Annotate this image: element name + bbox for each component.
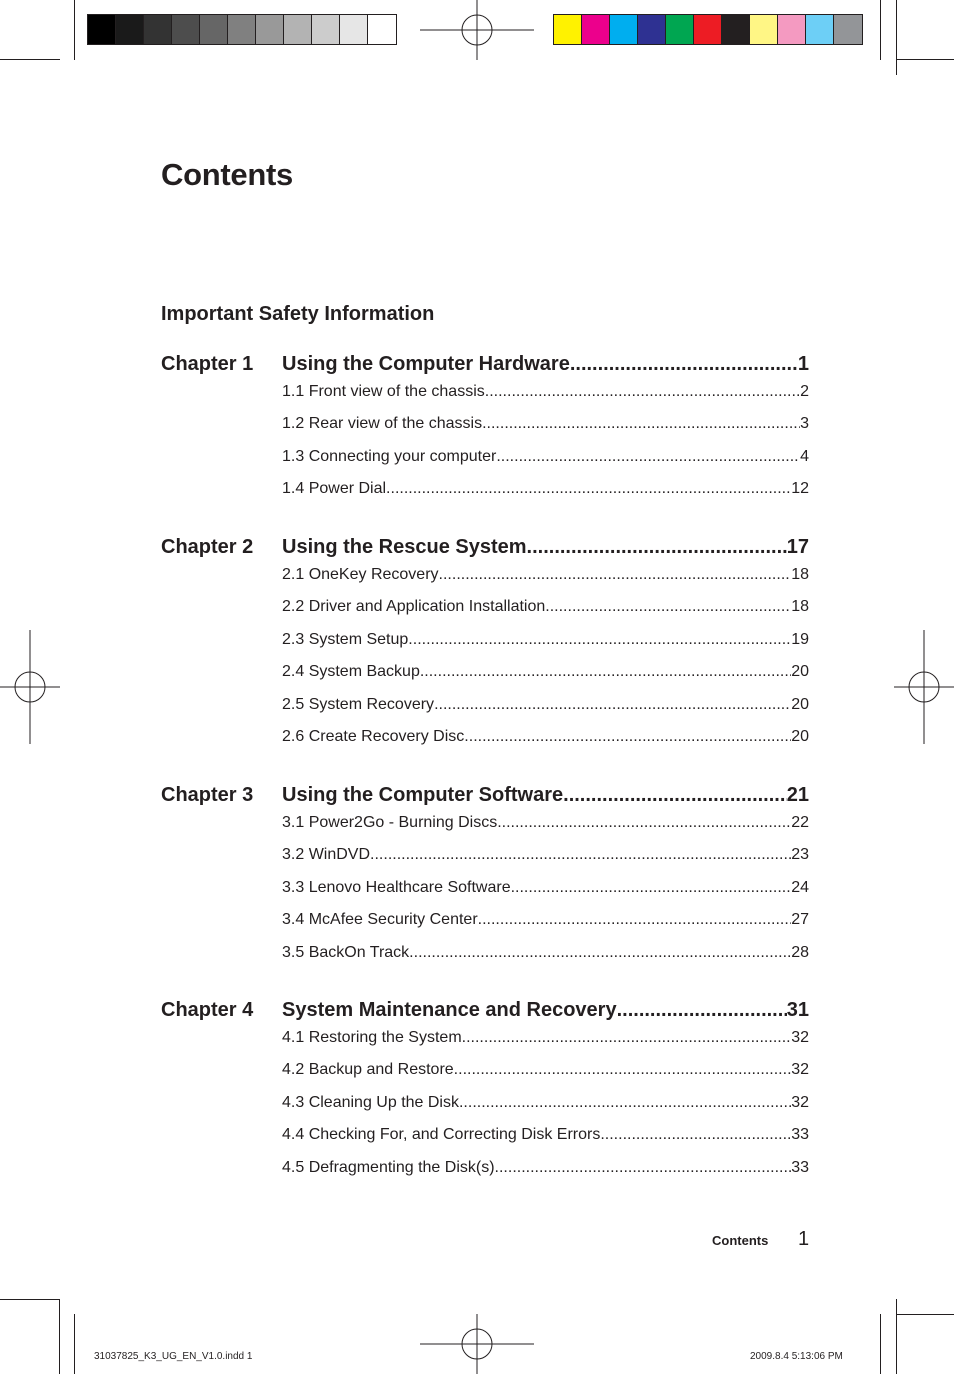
dot-leader	[459, 1094, 791, 1112]
entry-page-number: 32	[791, 1093, 809, 1111]
grayscale-swatch	[256, 15, 284, 44]
entry-page-number: 2	[800, 383, 809, 400]
registration-mark-top	[420, 0, 534, 60]
toc-chapter	[161, 353, 809, 513]
entry-title: 2.2 Driver and Application Installation	[282, 598, 546, 616]
entry-page-number: 19	[791, 630, 809, 648]
entry-title: 1.2 Rear view of the chassis	[282, 415, 483, 433]
process-color-swatch	[610, 15, 638, 44]
slug-filename: 31037825_K3_UG_EN_V1.0.indd 1	[94, 1351, 253, 1362]
dot-leader	[409, 944, 791, 962]
process-color-swatch	[554, 15, 582, 44]
toc-entry[interactable]	[282, 1159, 809, 1191]
dot-leader	[370, 846, 791, 864]
entry-page-number: 28	[791, 943, 809, 961]
entry-page-number: 33	[791, 1158, 809, 1176]
toc-entry[interactable]	[282, 879, 809, 911]
dot-leader	[454, 1061, 792, 1079]
grayscale-swatch	[200, 15, 228, 44]
chapter-page-number: 31	[786, 999, 809, 1021]
entry-page-number: 23	[791, 846, 809, 864]
chapter-title: Using the Computer Software	[282, 784, 564, 806]
chapter-page-number: 17	[786, 536, 809, 558]
entry-page-number: 32	[791, 1029, 809, 1046]
grayscale-swatch	[88, 15, 116, 44]
toc-entry[interactable]	[282, 696, 809, 728]
entry-page-number: 4	[800, 447, 809, 465]
grayscale-color-bar	[87, 14, 397, 45]
dot-leader	[497, 814, 791, 832]
entry-page-number: 33	[791, 1126, 809, 1144]
grayscale-swatch	[144, 15, 172, 44]
entry-page-number: 27	[791, 911, 809, 929]
grayscale-swatch	[312, 15, 340, 44]
entry-page-number: 22	[791, 814, 809, 831]
entry-title: 2.1 OneKey Recovery	[282, 566, 439, 583]
dot-leader	[434, 696, 791, 714]
grayscale-swatch	[284, 15, 312, 44]
chapter-page-number: 1	[797, 353, 809, 375]
toc-entry[interactable]	[282, 663, 809, 695]
toc-entry[interactable]	[282, 1061, 809, 1093]
grayscale-swatch	[172, 15, 200, 44]
entry-title: 2.4 System Backup	[282, 663, 420, 681]
toc-chapter-heading[interactable]	[161, 536, 809, 566]
entry-page-number: 20	[791, 695, 809, 713]
chapter-number: Chapter 1	[161, 353, 254, 375]
dot-leader	[617, 999, 787, 1022]
entry-page-number: 32	[791, 1061, 809, 1079]
entry-page-number: 12	[791, 480, 809, 498]
dot-leader	[478, 911, 792, 929]
entry-title: 3.2 WinDVD	[282, 846, 371, 864]
toc-chapter	[161, 999, 809, 1191]
dot-leader	[408, 631, 791, 649]
process-color-swatch	[834, 15, 862, 44]
dot-leader	[563, 784, 787, 807]
process-color-bar	[553, 14, 863, 45]
chapter-number: Chapter 2	[161, 536, 254, 558]
dot-leader	[495, 1159, 792, 1177]
registration-mark-bottom	[420, 1314, 534, 1374]
toc-entry[interactable]	[282, 1126, 809, 1158]
entry-title: 4.5 Defragmenting the Disk(s)	[282, 1158, 495, 1176]
process-color-swatch	[666, 15, 694, 44]
dot-leader	[420, 663, 791, 681]
entry-title: 2.6 Create Recovery Disc	[282, 727, 465, 745]
dot-leader	[464, 728, 791, 746]
toc-entry[interactable]	[282, 598, 809, 630]
entry-title: 4.2 Backup and Restore	[282, 1061, 454, 1079]
dot-leader	[485, 383, 800, 401]
entry-title: 3.4 McAfee Security Center	[282, 911, 478, 929]
entry-title: 3.5 BackOn Track	[282, 943, 410, 961]
grayscale-swatch	[116, 15, 144, 44]
entry-title: 3.1 Power2Go - Burning Discs	[282, 814, 498, 831]
toc-entry[interactable]	[282, 415, 809, 447]
toc-chapter-heading[interactable]	[161, 784, 809, 814]
footer-page-number: 1	[798, 1228, 810, 1250]
entry-title: 1.4 Power Dial	[282, 480, 387, 498]
toc-entry[interactable]	[282, 448, 809, 480]
process-color-swatch	[722, 15, 750, 44]
process-color-swatch	[582, 15, 610, 44]
entry-page-number: 18	[791, 598, 809, 616]
dot-leader	[439, 566, 792, 584]
registration-mark-right	[894, 630, 954, 744]
entry-page-number: 20	[791, 663, 809, 681]
entry-page-number: 20	[791, 727, 809, 745]
process-color-swatch	[806, 15, 834, 44]
chapter-title: Using the Computer Hardware	[282, 353, 570, 375]
entry-title: 3.3 Lenovo Healthcare Software	[282, 878, 511, 896]
toc-safety-heading[interactable]: Important Safety Information	[161, 303, 435, 325]
entry-title: 4.3 Cleaning Up the Disk	[282, 1093, 459, 1111]
chapter-title: System Maintenance and Recovery	[282, 999, 617, 1021]
footer-section-label: Contents	[712, 1233, 769, 1248]
dot-leader	[545, 598, 791, 616]
grayscale-swatch	[340, 15, 368, 44]
entry-title: 1.3 Connecting your computer	[282, 447, 497, 465]
registration-mark-left	[0, 630, 60, 744]
slug-timestamp: 2009.8.4 5:13:06 PM	[750, 1351, 843, 1362]
toc-entry[interactable]	[282, 728, 809, 760]
chapter-number: Chapter 3	[161, 784, 254, 806]
process-color-swatch	[750, 15, 778, 44]
dot-leader	[496, 448, 800, 466]
toc-chapter-heading[interactable]	[161, 999, 809, 1029]
toc-entry[interactable]	[282, 480, 809, 512]
grayscale-swatch	[368, 15, 396, 44]
toc-entry[interactable]	[282, 911, 809, 943]
dot-leader	[600, 1126, 791, 1144]
dot-leader	[386, 480, 791, 498]
toc-entry[interactable]	[282, 383, 809, 415]
entry-title: 4.1 Restoring the System	[282, 1029, 462, 1046]
dot-leader	[527, 536, 787, 559]
toc-entry[interactable]	[282, 846, 809, 878]
chapter-number: Chapter 4	[161, 999, 254, 1021]
chapter-title: Using the Rescue System	[282, 536, 527, 558]
toc-entry[interactable]	[282, 944, 809, 976]
entry-page-number: 3	[800, 415, 809, 433]
page-title: Contents	[161, 157, 293, 192]
process-color-swatch	[638, 15, 666, 44]
process-color-swatch	[694, 15, 722, 44]
entry-page-number: 24	[791, 878, 809, 896]
entry-title: 1.1 Front view of the chassis	[282, 383, 485, 400]
toc-entry[interactable]	[282, 566, 809, 598]
process-color-swatch	[778, 15, 806, 44]
entry-page-number: 18	[791, 566, 809, 583]
grayscale-swatch	[228, 15, 256, 44]
dot-leader	[462, 1029, 792, 1047]
toc-chapter	[161, 536, 809, 760]
toc-chapter	[161, 784, 809, 976]
toc-entry[interactable]	[282, 1094, 809, 1126]
toc-chapter-heading[interactable]	[161, 353, 809, 383]
dot-leader	[570, 353, 798, 376]
dot-leader	[511, 879, 792, 897]
toc-entry[interactable]	[282, 631, 809, 663]
entry-title: 4.4 Checking For, and Correcting Disk Errors	[282, 1126, 601, 1144]
dot-leader	[482, 415, 800, 433]
entry-title: 2.5 System Recovery	[282, 695, 435, 713]
toc-entry[interactable]	[282, 1029, 809, 1061]
entry-title: 2.3 System Setup	[282, 630, 409, 648]
chapter-page-number: 21	[786, 784, 809, 806]
toc-entry[interactable]	[282, 814, 809, 846]
